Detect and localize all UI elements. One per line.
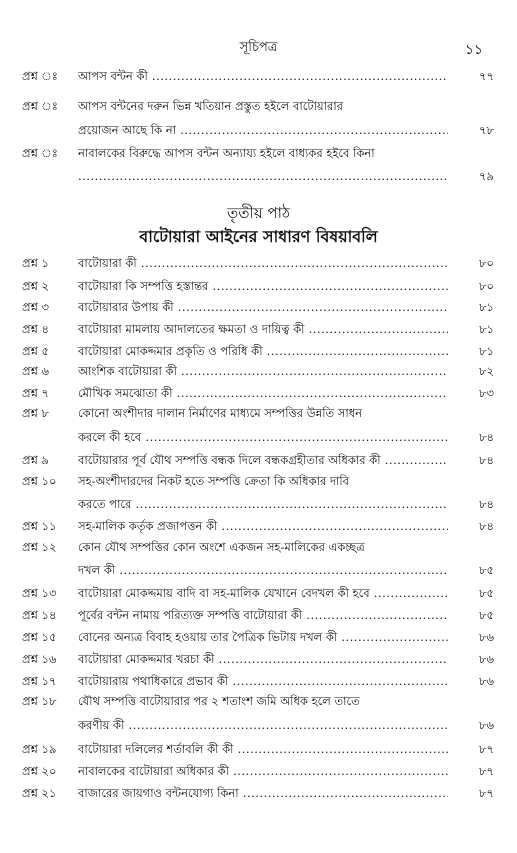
entry-title: কোন যৌথ সম্পত্তির কোন অংশে একজন সহ-মালিকের একচ্ছত্র bbox=[78, 540, 365, 554]
entry-title: বাটোয়ারা মোকদ্দমার খরচা কী ..... bbox=[78, 650, 448, 668]
toc-entry bbox=[22, 254, 494, 272]
toc-entry bbox=[22, 584, 494, 602]
question-number: প্রশ্ন ১৩ bbox=[22, 586, 57, 600]
entry-page-number: ৮৬ bbox=[479, 630, 494, 644]
entry-page-number: ৭৯ bbox=[479, 169, 494, 183]
entry-title-continued: দখল কী ..... bbox=[78, 561, 448, 579]
entry-page-number: ৮৪ bbox=[479, 497, 494, 511]
toc-entry bbox=[22, 784, 494, 802]
entry-page-number: ৭৭ bbox=[479, 69, 494, 83]
toc-entry bbox=[22, 320, 494, 338]
question-number: প্রশ্ন ৩ bbox=[22, 300, 49, 314]
entry-title: আংশিক বাটোয়ারা কী ..... bbox=[78, 362, 448, 380]
entry-title: বাটোয়ারার পূর্ব যৌথ সম্পত্তি বন্ধক দিলে বন্ধকগ্রহীতার অধিকার কী ..... bbox=[78, 451, 448, 469]
entry-page-number: ৮৩ bbox=[479, 386, 494, 400]
toc-entry bbox=[22, 342, 494, 360]
entry-title: বাটোয়ারা কী ..... bbox=[78, 254, 448, 272]
entry-page-number: ৮১ bbox=[479, 300, 494, 314]
question-number: প্রশ্ন ঃ bbox=[22, 99, 58, 113]
entry-title: বাটোয়ারা মোকদ্দমায় বাদি বা সহ-মালিক যেখানে বেদখল কী হবে ..... bbox=[78, 584, 448, 602]
entry-title: কোনো অংশীদার দালান নির্মাণের মাধ্যমে সম্পত্তির উন্নতি সাধন bbox=[78, 406, 363, 420]
question-number: প্রশ্ন ঃ bbox=[22, 69, 58, 83]
entry-page-number: ৭৮ bbox=[479, 123, 494, 137]
toc-entry bbox=[22, 404, 494, 446]
entry-page-number: ৮৪ bbox=[479, 519, 494, 533]
question-number: প্রশ্ন ১৪ bbox=[22, 608, 57, 622]
question-number: প্রশ্ন ঃ bbox=[22, 146, 58, 160]
toc-entry bbox=[22, 97, 494, 139]
question-number: প্রশ্ন ৫ bbox=[22, 344, 49, 358]
page-number: ১১ bbox=[464, 42, 483, 58]
entry-title-continued: করণীয় কী ..... bbox=[78, 716, 448, 734]
toc-entry bbox=[22, 67, 494, 85]
page-title: সূচিপত্র bbox=[239, 40, 278, 55]
question-number: প্রশ্ন ১ bbox=[22, 256, 49, 270]
entry-title: বাজারের জায়গাও বন্টনযোগ্য কিনা ..... bbox=[78, 784, 448, 802]
question-number: প্রশ্ন ১৬ bbox=[22, 652, 57, 666]
entry-title: নাবালকের বিরুদ্ধে আপস বন্টন অন্যায্য হইলে বাধ্যকর হইবে কিনা bbox=[78, 146, 375, 160]
toc-entry bbox=[22, 451, 494, 469]
section-title: বাটোয়ারা আইনের সাধারণ বিষয়াবলি bbox=[139, 227, 378, 246]
entry-page-number: ৮৫ bbox=[479, 608, 494, 622]
toc-entry bbox=[22, 650, 494, 668]
question-number: প্রশ্ন ১৭ bbox=[22, 674, 57, 688]
toc-entry bbox=[22, 628, 494, 646]
toc-entry bbox=[22, 472, 494, 513]
toc-entry bbox=[22, 762, 494, 780]
entry-page-number: ৮১ bbox=[479, 322, 494, 336]
entry-title: বাটোয়ারা মামলায় আদালতের ক্ষমতা ও দায়িত্ব কী ..... bbox=[78, 320, 448, 338]
question-number: প্রশ্ন ২০ bbox=[22, 764, 57, 778]
entry-title: যৌথ সম্পত্তি বাটোয়ারার পর ২ শতাংশ জমি অধিক হলে তাতে bbox=[78, 694, 360, 708]
question-number: প্রশ্ন ১১ bbox=[22, 519, 57, 533]
toc-entry bbox=[22, 362, 494, 380]
entry-title-continued: করলে কী হবে ..... bbox=[78, 428, 448, 446]
entry-page-number: ৮১ bbox=[479, 344, 494, 358]
toc-entry bbox=[22, 517, 494, 535]
entry-title-continued bbox=[78, 167, 448, 185]
toc-entry bbox=[22, 606, 494, 624]
entry-page-number: ৮০ bbox=[479, 256, 494, 270]
toc-entry bbox=[22, 538, 494, 579]
entry-title: বাটোয়ারা কি সম্পত্তি হস্তান্তর ..... bbox=[78, 277, 448, 295]
toc-entry bbox=[22, 740, 494, 758]
entry-title: সহ-মালিক কর্তৃক প্রজাপত্তন কী ..... bbox=[78, 517, 448, 535]
toc-entry bbox=[22, 384, 494, 402]
question-number: প্রশ্ন ৮ bbox=[22, 406, 49, 420]
entry-page-number: ৮৬ bbox=[479, 674, 494, 688]
entry-page-number: ৮৭ bbox=[479, 764, 494, 778]
entry-page-number: ৮৪ bbox=[479, 453, 494, 467]
entry-page-number: ৮৭ bbox=[479, 786, 494, 800]
question-number: প্রশ্ন ১৫ bbox=[22, 630, 57, 644]
entry-page-number: ৮৫ bbox=[479, 563, 494, 577]
question-number: প্রশ্ন ৪ bbox=[22, 322, 49, 336]
question-number: প্রশ্ন ৬ bbox=[22, 364, 49, 378]
entry-title: মৌখিক সমঝোতা কী ..... bbox=[78, 384, 448, 402]
toc-entry bbox=[22, 277, 494, 295]
entry-title-continued: প্রয়োজন আছে কি না ..... bbox=[78, 121, 448, 139]
lesson-heading: তৃতীয় পাঠ bbox=[227, 204, 290, 222]
entry-page-number: ৮৪ bbox=[479, 430, 494, 444]
entry-title: বাটোয়ারায় পথাধিকারে প্রভাব কী ..... bbox=[78, 672, 448, 690]
question-number: প্রশ্ন ২১ bbox=[22, 786, 57, 800]
entry-page-number: ৮৫ bbox=[479, 586, 494, 600]
entry-page-number: ৮৬ bbox=[479, 652, 494, 666]
toc-entry bbox=[22, 298, 494, 316]
question-number: প্রশ্ন ৭ bbox=[22, 386, 49, 400]
question-number: প্রশ্ন ১২ bbox=[22, 540, 57, 554]
toc-entry bbox=[22, 672, 494, 690]
entry-title: সহ-অংশীদারদের নিকট হতে সম্পত্তি ক্রেতা কি অধিকার দাবি bbox=[78, 474, 350, 488]
entry-title: বোনের অন্যত্র বিবাহ হওয়ায় তার পৈত্রিক ভিটায় দখল কী ..... bbox=[78, 628, 448, 646]
entry-title-continued: করতে পারে ..... bbox=[78, 495, 448, 513]
question-number: প্রশ্ন ৯ bbox=[22, 453, 49, 467]
entry-page-number: ৮৭ bbox=[479, 742, 494, 756]
entry-title: পূর্বের বন্টন নামায় পরিত্যক্ত সম্পত্তি বাটোয়ারা কী ..... bbox=[78, 606, 448, 624]
entry-title: বাটোয়ারা দলিলের শর্তাবলি কী কী ..... bbox=[78, 740, 448, 758]
entry-title: বাটোয়ারা মোকদ্দমার প্রকৃতি ও পরিধি কী ..... bbox=[78, 342, 448, 360]
toc-entry bbox=[22, 692, 494, 734]
entry-page-number: ৮০ bbox=[479, 279, 494, 293]
question-number: প্রশ্ন ১০ bbox=[22, 474, 57, 488]
entry-title: বাটোয়ারার উপায় কী ..... bbox=[78, 298, 448, 316]
entry-title: আপস বন্টন কী ..... bbox=[78, 67, 448, 85]
toc-entry bbox=[22, 144, 494, 185]
question-number: প্রশ্ন ১৯ bbox=[22, 742, 57, 756]
entry-title: আপস বন্টনের দরুন ভিন্ন খতিয়ান প্রস্তুত হইলে বাটোয়ারার bbox=[78, 99, 344, 113]
question-number: প্রশ্ন ১৮ bbox=[22, 694, 57, 708]
page-header bbox=[0, 38, 517, 58]
entry-page-number: ৮২ bbox=[479, 364, 494, 378]
entry-title: নাবালকের বাটোয়ারা অধিকার কী ..... bbox=[78, 762, 448, 780]
entry-page-number: ৮৬ bbox=[479, 718, 494, 732]
question-number: প্রশ্ন ২ bbox=[22, 279, 49, 293]
